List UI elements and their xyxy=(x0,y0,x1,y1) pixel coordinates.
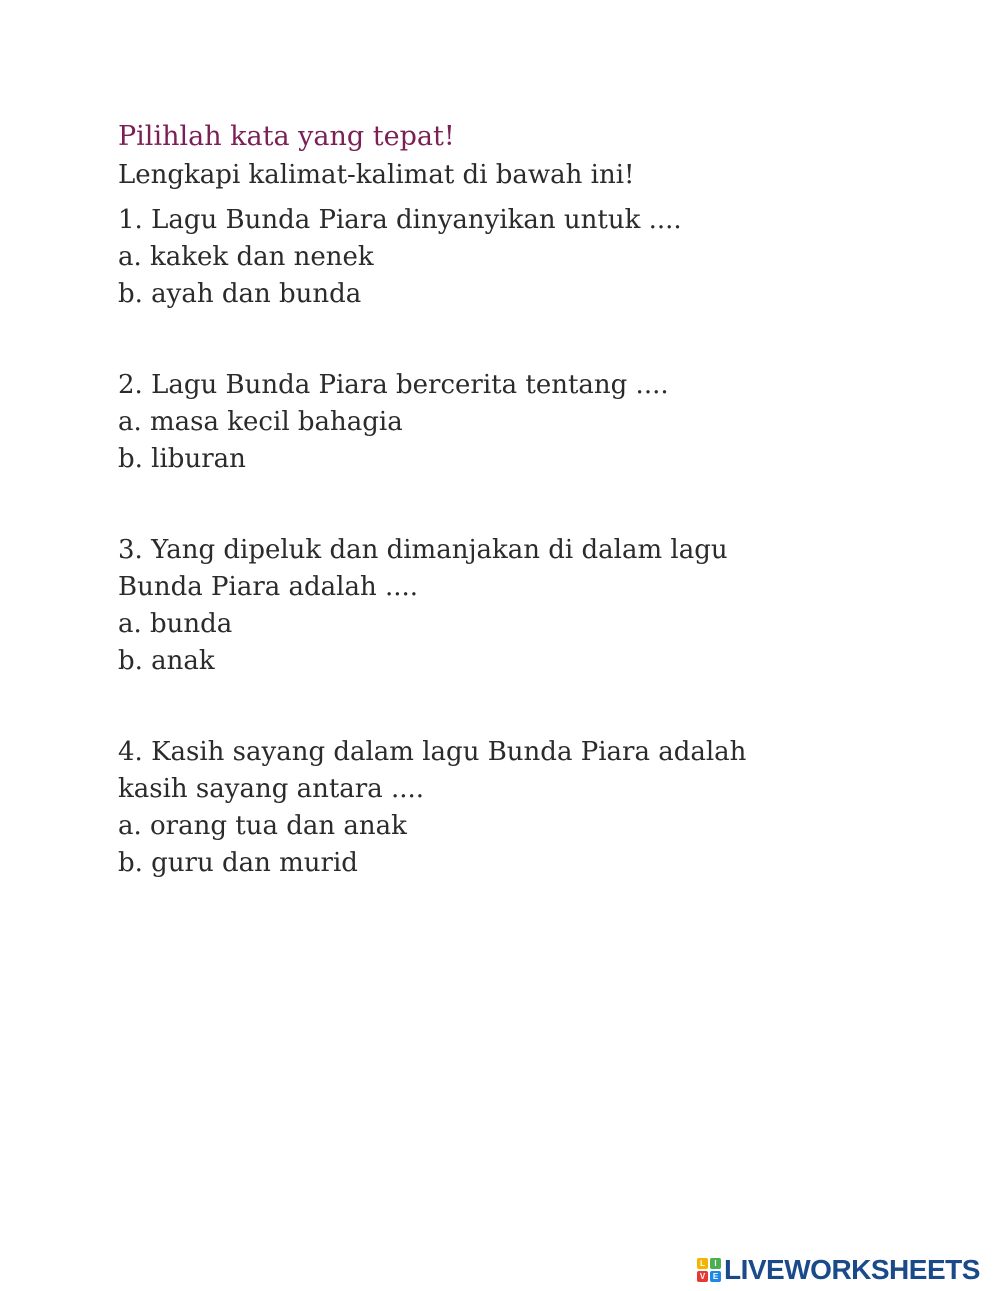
liveworksheets-logo-text: LIVEWORKSHEETS xyxy=(724,1254,980,1285)
question-text: 4. Kasih sayang dalam lagu Bunda Piara adalah xyxy=(118,737,747,767)
question-text: 2. Lagu Bunda Piara bercerita tentang .... xyxy=(118,370,669,400)
question-4 xyxy=(118,734,818,882)
worksheet-instruction: Lengkapi kalimat-kalimat di bawah ini! xyxy=(118,160,635,190)
logo-letter-i: I xyxy=(710,1258,721,1269)
answer-option-b[interactable]: b. ayah dan bunda xyxy=(118,279,362,309)
answer-option-b[interactable]: b. guru dan murid xyxy=(118,848,358,878)
worksheet xyxy=(118,118,818,936)
answer-option-b[interactable]: b. liburan xyxy=(118,444,246,474)
logo-letter-e: E xyxy=(710,1271,721,1282)
question-text: 1. Lagu Bunda Piara dinyanyikan untuk .... xyxy=(118,205,682,235)
logo-letter-l: L xyxy=(697,1258,708,1269)
worksheet-title: Pilihlah kata yang tepat! xyxy=(118,121,455,152)
question-text: 3. Yang dipeluk dan dimanjakan di dalam lagu xyxy=(118,535,728,565)
logo-letter-v: V xyxy=(697,1271,708,1282)
question-2 xyxy=(118,367,818,478)
answer-option-a[interactable]: a. bunda xyxy=(118,609,233,639)
question-text-continued: Bunda Piara adalah .... xyxy=(118,572,419,602)
liveworksheets-logo xyxy=(697,1256,980,1284)
answer-option-b[interactable]: b. anak xyxy=(118,646,215,676)
answer-option-a[interactable]: a. masa kecil bahagia xyxy=(118,407,403,437)
answer-option-a[interactable]: a. orang tua dan anak xyxy=(118,811,407,841)
question-1 xyxy=(118,202,818,313)
liveworksheets-logo-icon xyxy=(697,1258,721,1282)
question-3 xyxy=(118,532,818,680)
question-text-continued: kasih sayang antara .... xyxy=(118,774,425,804)
answer-option-a[interactable]: a. kakek dan nenek xyxy=(118,242,374,272)
